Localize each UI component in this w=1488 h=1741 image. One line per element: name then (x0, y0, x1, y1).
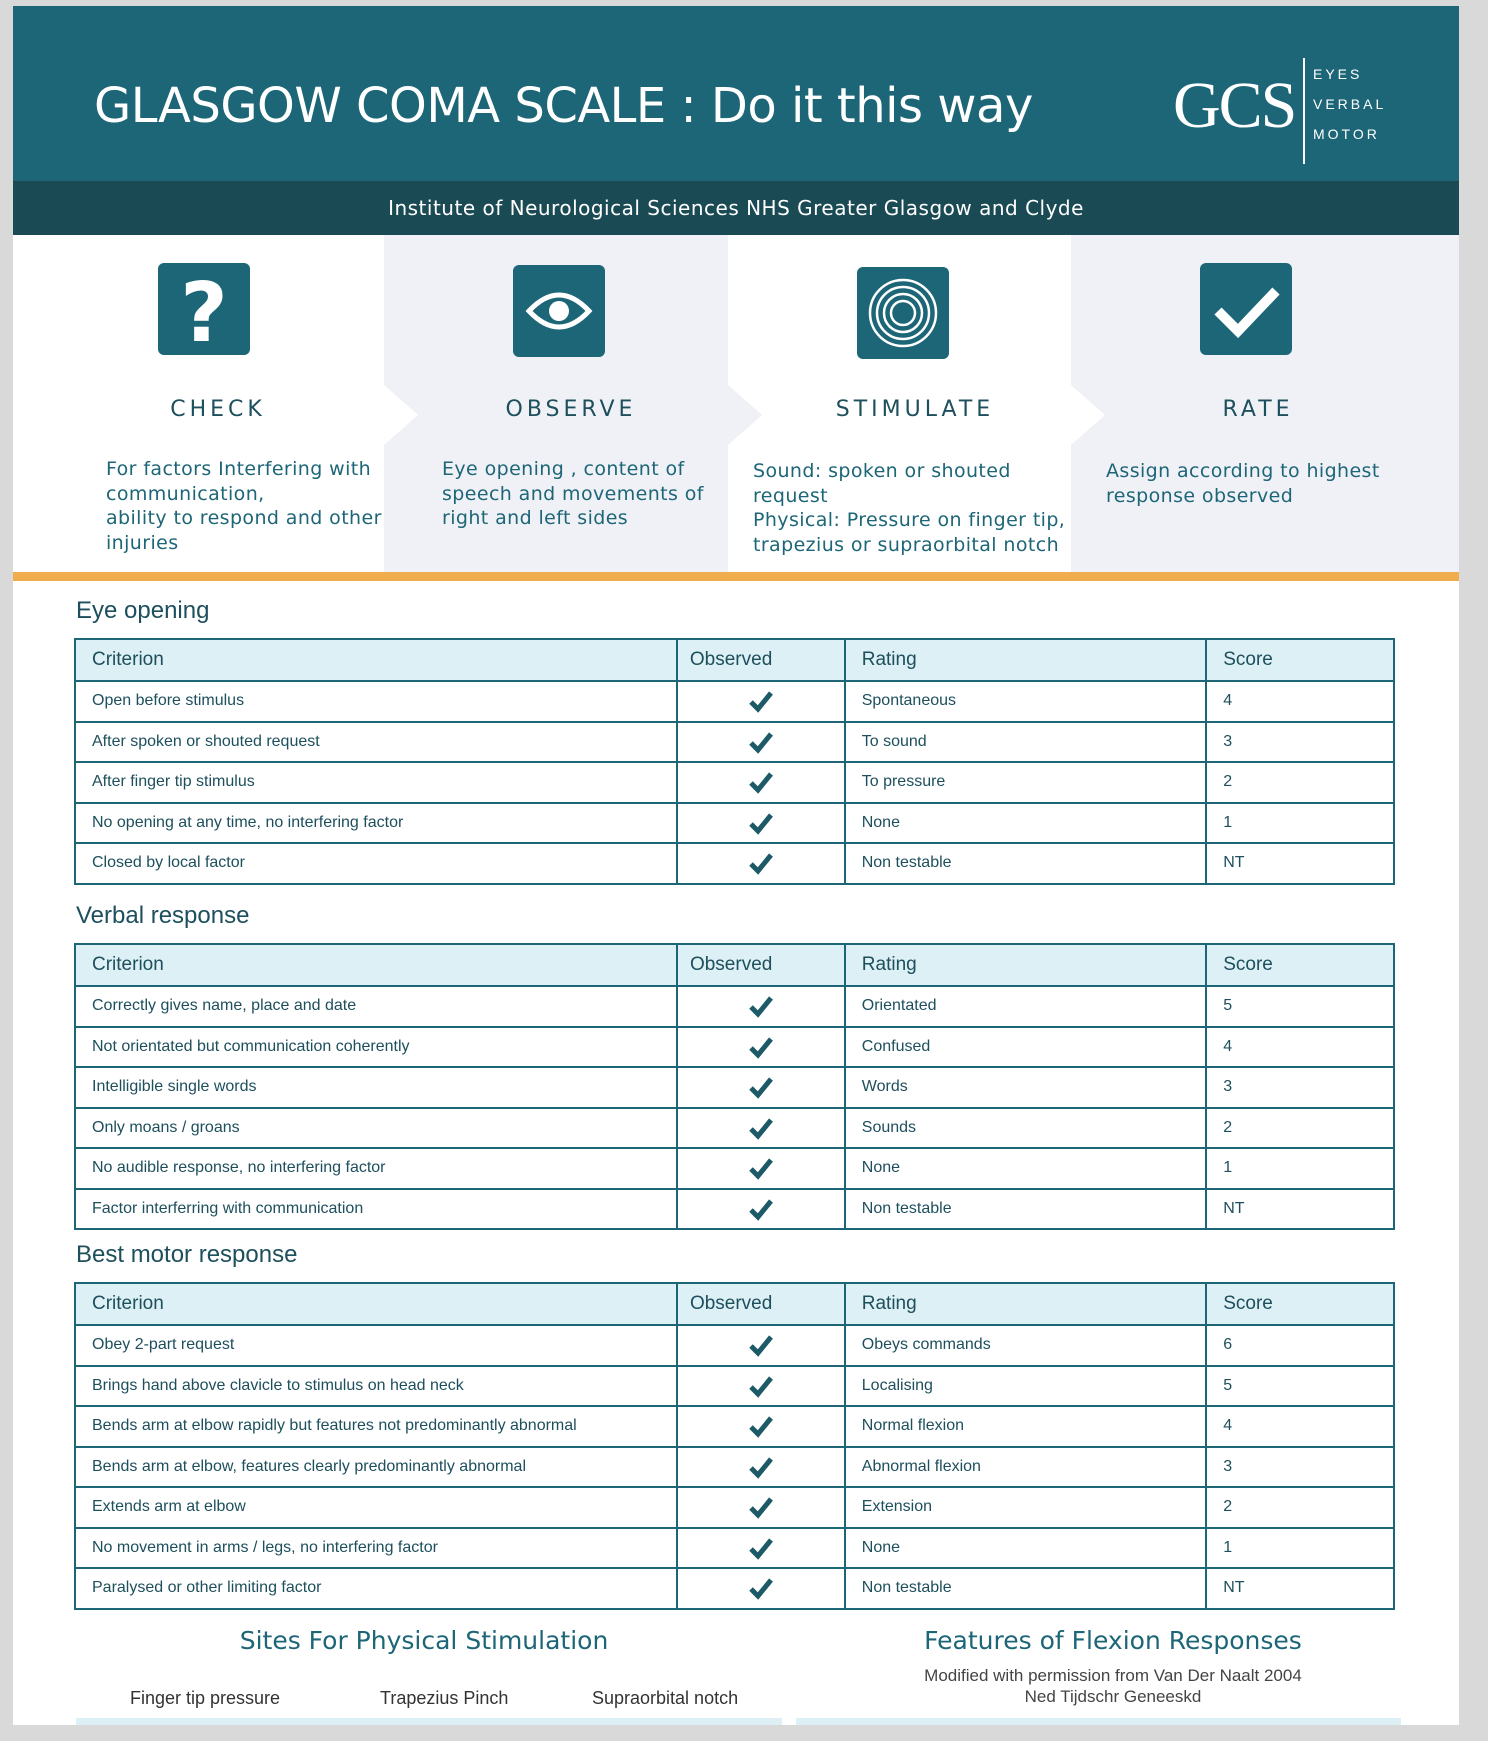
checkmark-icon (677, 803, 845, 844)
logo-motor: MOTOR (1313, 126, 1380, 142)
table-row (75, 1487, 1394, 1528)
checkmark-icon (677, 1447, 845, 1488)
step-title: CHECK (170, 397, 266, 422)
step-stimulate (745, 235, 1085, 572)
step-title: STIMULATE (835, 397, 995, 422)
flexion-image-strip (796, 1718, 1401, 1725)
rating-cell: Obeys commands (845, 1325, 1206, 1366)
site-finger-tip: Finger tip pressure (130, 1688, 281, 1708)
logo-eyes: EYES (1313, 66, 1363, 82)
table-row (75, 1325, 1394, 1366)
step-description: For factors Interfering with communication, ability to respond and other injuries (106, 458, 382, 554)
step-description: Sound: spoken or shouted request Physical: Pressure on finger tip, trapezius or supraorbital notch (753, 460, 1066, 556)
step-observe (401, 235, 741, 572)
rating-cell: Localising (845, 1366, 1206, 1407)
checkmark-icon (677, 1325, 845, 1366)
step-title: OBSERVE (505, 397, 637, 422)
site-supraorbital: Supraorbital notch (592, 1688, 739, 1708)
rating-cell: To sound (845, 722, 1206, 763)
table-row (75, 1189, 1394, 1230)
motor-response-table (74, 1282, 1395, 1610)
criterion-cell: After finger tip stimulus (75, 762, 677, 803)
criterion-cell: Bends arm at elbow, features clearly predominantly abnormal (75, 1447, 677, 1488)
table-row (75, 762, 1394, 803)
table-row (75, 803, 1394, 844)
score-header: Score (1206, 944, 1394, 986)
rating-cell: None (845, 1148, 1206, 1189)
criterion-cell: Factor interferring with communication (75, 1189, 677, 1230)
rating-cell: Non testable (845, 1568, 1206, 1609)
score-cell: 2 (1206, 1487, 1394, 1528)
eye-icon (513, 265, 605, 357)
criterion-cell: No opening at any time, no interfering factor (75, 803, 677, 844)
rating-cell: Abnormal flexion (845, 1447, 1206, 1488)
checkmark-icon (677, 986, 845, 1027)
criterion-cell: Extends arm at elbow (75, 1487, 677, 1528)
criterion-cell: Not orientated but communication coherently (75, 1027, 677, 1068)
rating-cell: Non testable (845, 843, 1206, 884)
checkmark-icon (677, 1406, 845, 1447)
header-banner (13, 6, 1459, 181)
table-row (75, 1067, 1394, 1108)
criterion-header: Criterion (75, 639, 677, 681)
sites-image-strip (76, 1718, 782, 1725)
table-row (75, 1148, 1394, 1189)
criterion-cell: No audible response, no interfering factor (75, 1148, 677, 1189)
rating-header: Rating (845, 944, 1206, 986)
table-row (75, 1366, 1394, 1407)
criterion-cell: Brings hand above clavicle to stimulus on head neck (75, 1366, 677, 1407)
checkmark-icon (677, 1108, 845, 1149)
score-cell: NT (1206, 1568, 1394, 1609)
table-row (75, 681, 1394, 722)
rating-header: Rating (845, 1283, 1206, 1325)
orange-divider (13, 572, 1459, 581)
score-cell: 4 (1206, 1406, 1394, 1447)
flexion-title: Features of Flexion Responses (924, 1626, 1302, 1655)
criterion-cell: Open before stimulus (75, 681, 677, 722)
score-cell: 5 (1206, 986, 1394, 1027)
table-header-row (75, 1283, 1394, 1325)
rating-cell: None (845, 1528, 1206, 1569)
criterion-header: Criterion (75, 944, 677, 986)
checkmark-icon (677, 722, 845, 763)
table-header-row (75, 944, 1394, 986)
rating-cell: Sounds (845, 1108, 1206, 1149)
rating-cell: Non testable (845, 1189, 1206, 1230)
rating-cell: Confused (845, 1027, 1206, 1068)
score-header: Score (1206, 639, 1394, 681)
checkmark-icon (677, 1366, 845, 1407)
rating-header: Rating (845, 639, 1206, 681)
checkmark-icon (677, 1568, 845, 1609)
score-cell: 6 (1206, 1325, 1394, 1366)
flexion-journal: Ned Tijdschr Geneeskd (1024, 1687, 1202, 1706)
score-cell: 1 (1206, 1528, 1394, 1569)
table-row (75, 722, 1394, 763)
table-row (75, 1027, 1394, 1068)
table-row (75, 1406, 1394, 1447)
table-row (75, 1108, 1394, 1149)
flexion-credit: Modified with permission from Van Der Naalt 2004 (924, 1666, 1302, 1685)
score-cell: NT (1206, 1189, 1394, 1230)
steps-row (13, 235, 1459, 572)
step-description: Eye opening , content of speech and movements of right and left sides (442, 458, 704, 529)
rating-cell: None (845, 803, 1206, 844)
svg-text:?: ? (180, 266, 228, 355)
score-cell: 3 (1206, 722, 1394, 763)
criterion-cell: Only moans / groans (75, 1108, 677, 1149)
gcs-poster (13, 6, 1459, 1725)
checkmark-icon (677, 1148, 845, 1189)
checkmark-icon (677, 1067, 845, 1108)
observed-header: Observed (677, 1283, 845, 1325)
step-rate (1088, 235, 1428, 572)
criterion-cell: Bends arm at elbow rapidly but features not predominantly abnormal (75, 1406, 677, 1447)
table-row (75, 986, 1394, 1027)
checkmark-icon (677, 1027, 845, 1068)
question-mark-icon (158, 263, 250, 355)
section-title-eye: Eye opening (76, 597, 210, 624)
table-row (75, 1568, 1394, 1609)
table-row (75, 843, 1394, 884)
checkmark-icon (677, 1487, 845, 1528)
checkmark-icon (677, 681, 845, 722)
institute-banner: Institute of Neurological Sciences NHS Greater Glasgow and Clyde (13, 181, 1459, 235)
score-cell: 2 (1206, 762, 1394, 803)
criterion-cell: Obey 2-part request (75, 1325, 677, 1366)
score-cell: 1 (1206, 1148, 1394, 1189)
observed-header: Observed (677, 639, 845, 681)
table-header-row (75, 639, 1394, 681)
score-cell: 4 (1206, 681, 1394, 722)
section-title-verbal: Verbal response (76, 902, 250, 929)
concentric-circles-icon (857, 267, 949, 359)
step-title: RATE (1222, 397, 1294, 422)
checkmark-icon (677, 1528, 845, 1569)
site-trapezius: Trapezius Pinch (380, 1688, 509, 1708)
table-row (75, 1528, 1394, 1569)
score-header: Score (1206, 1283, 1394, 1325)
eye-opening-table (74, 638, 1395, 885)
rating-cell: Extension (845, 1487, 1206, 1528)
logo-verbal: VERBAL (1313, 96, 1387, 112)
verbal-response-table (74, 943, 1395, 1230)
rating-cell: Orientated (845, 986, 1206, 1027)
criterion-cell: No movement in arms / legs, no interfering factor (75, 1528, 677, 1569)
score-cell: 1 (1206, 803, 1394, 844)
section-title-motor: Best motor response (76, 1241, 298, 1268)
criterion-cell: Correctly gives name, place and date (75, 986, 677, 1027)
criterion-header: Criterion (75, 1283, 677, 1325)
table-row (75, 1447, 1394, 1488)
checkmark-icon (677, 843, 845, 884)
criterion-cell: After spoken or shouted request (75, 722, 677, 763)
score-cell: 3 (1206, 1447, 1394, 1488)
page-title: GLASGOW COMA SCALE : Do it this way (94, 78, 1033, 134)
rating-cell: Normal flexion (845, 1406, 1206, 1447)
criterion-cell: Closed by local factor (75, 843, 677, 884)
checkmark-icon (1200, 263, 1292, 355)
rating-cell: Spontaneous (845, 681, 1206, 722)
rating-cell: Words (845, 1067, 1206, 1108)
score-cell: 3 (1206, 1067, 1394, 1108)
logo-divider (1303, 58, 1305, 164)
checkmark-icon (677, 1189, 845, 1230)
score-cell: NT (1206, 843, 1394, 884)
criterion-cell: Intelligible single words (75, 1067, 677, 1108)
criterion-cell: Paralysed or other limiting factor (75, 1568, 677, 1609)
score-cell: 4 (1206, 1027, 1394, 1068)
sites-title: Sites For Physical Stimulation (239, 1626, 609, 1655)
score-cell: 5 (1206, 1366, 1394, 1407)
step-description: Assign according to highest response observed (1106, 460, 1380, 507)
rating-cell: To pressure (845, 762, 1206, 803)
observed-header: Observed (677, 944, 845, 986)
gcs-logo: GCS (1173, 69, 1296, 142)
step-check (48, 235, 388, 572)
checkmark-icon (677, 762, 845, 803)
score-cell: 2 (1206, 1108, 1394, 1149)
